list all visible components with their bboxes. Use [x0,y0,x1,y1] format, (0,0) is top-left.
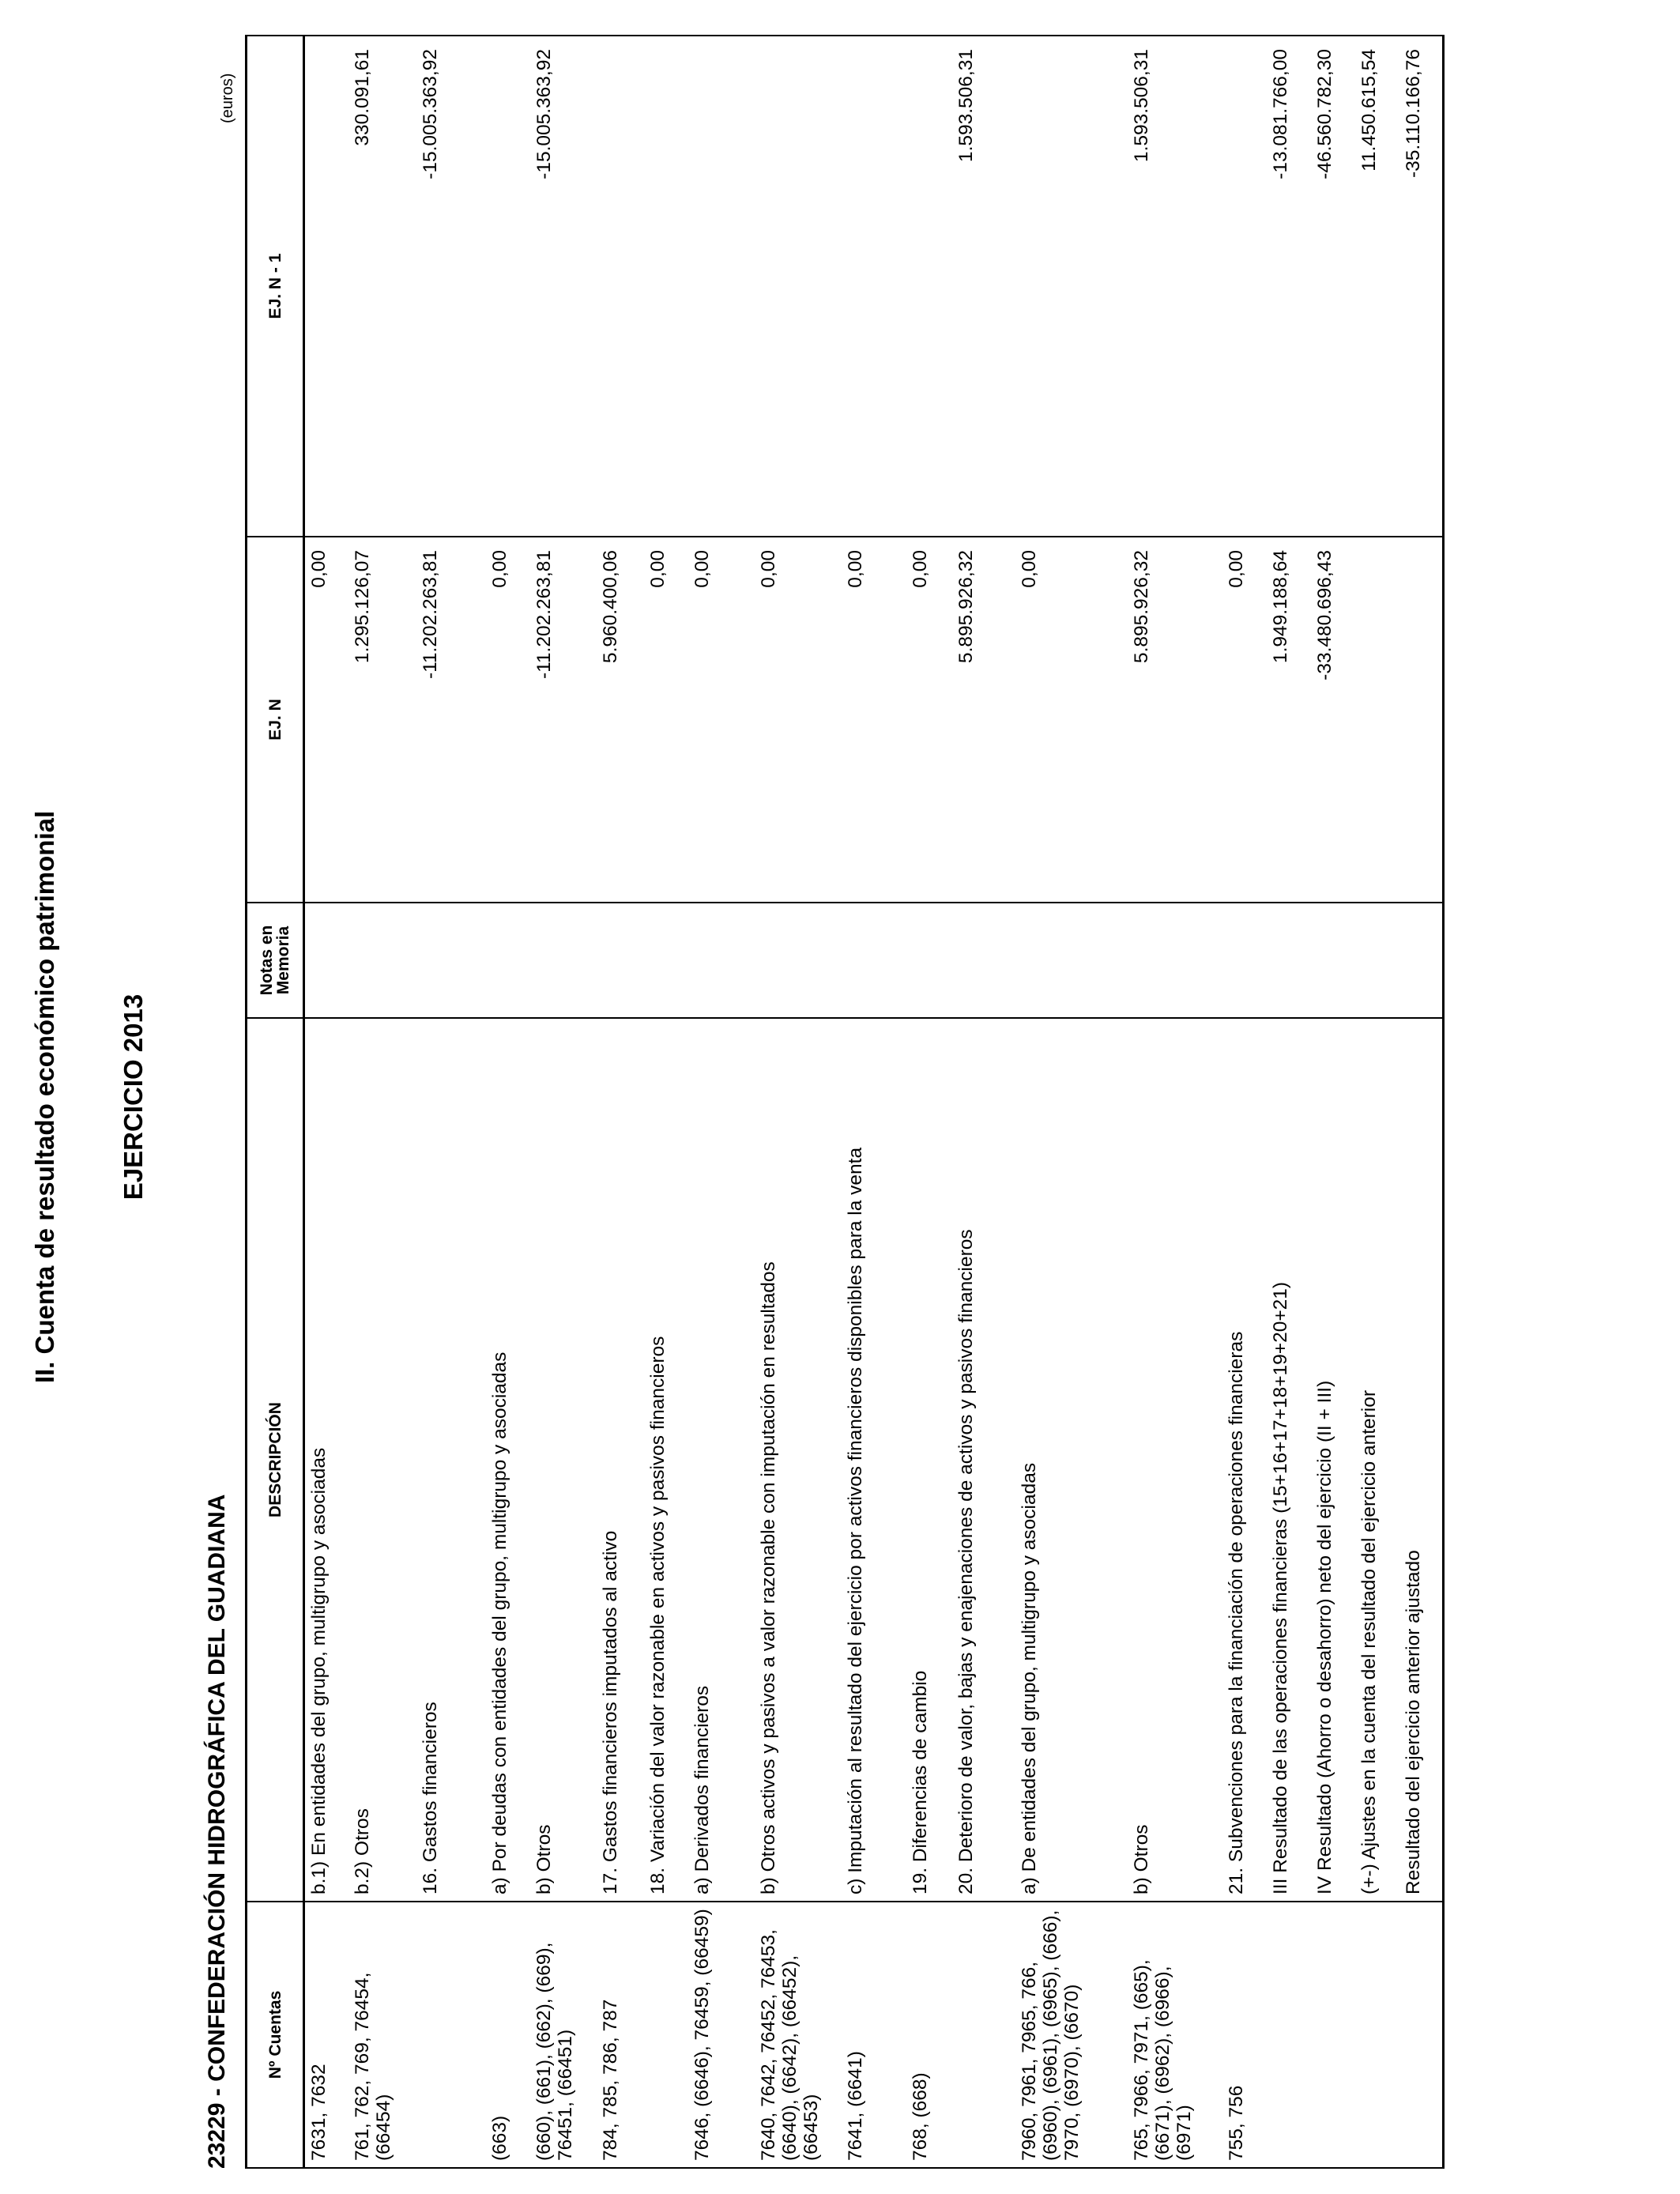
cell-notes [1267,903,1311,1018]
cell-accounts: 7631, 7632 [304,1902,348,2168]
cell-description: b) Otros [530,1018,597,1902]
table-row [952,36,1015,2168]
cell-description: a) Derivados financieros [688,1018,755,1902]
cell-notes [1355,903,1399,1018]
cell-description: 16. Gastos financieros [416,1018,486,1902]
cell-previous-year [755,36,842,537]
cell-accounts: 7960, 7961, 7965, 766, (6960), (6961), (6965), (666), 7970, (6970), (6670) [1015,1902,1128,2168]
cell-description: III Resultado de las operaciones financieras (15+16+17+18+19+20+21) [1267,1018,1311,1902]
cell-notes [530,903,597,1018]
cell-description: Resultado del ejercicio anterior ajustado [1399,1018,1444,1902]
table-row [1267,36,1311,2168]
cell-accounts: (660), (661), (662), (669), 76451, (66451) [530,1902,597,2168]
cell-description: (+-) Ajustes en la cuenta del resultado del ejercicio anterior [1355,1018,1399,1902]
header-description: DESCRIPCIÓN [247,1018,304,1902]
cell-current-year: 1.949.188,64 [1267,537,1311,903]
entity-name: 23229 - CONFEDERACIÓN HIDROGRÁFICA DEL GUADIANA [204,1494,230,2169]
cell-previous-year: 1.593.506,31 [1128,36,1222,537]
cell-previous-year [906,36,952,537]
cell-accounts [1267,1902,1311,2168]
cell-current-year: 1.295.126,07 [348,537,416,903]
cell-notes [644,903,688,1018]
cell-description: b) Otros [1128,1018,1222,1902]
cell-previous-year: -35.110.166,76 [1399,36,1444,537]
table-row [644,36,688,2168]
cell-notes [348,903,416,1018]
cell-previous-year [688,36,755,537]
cell-accounts [1355,1902,1399,2168]
cell-accounts: 7640, 7642, 76452, 76453, (6640), (6642), (66452), (66453) [755,1902,842,2168]
cell-notes [1399,903,1444,1018]
table-row [1355,36,1399,2168]
cell-previous-year [304,36,348,537]
cell-description: b) Otros activos y pasivos a valor razonable con imputación en resultados [755,1018,842,1902]
cell-notes [1311,903,1355,1018]
cell-accounts: 765, 7966, 7971, (665), (6671), (6962), (6966), (6971) [1128,1902,1222,2168]
cell-previous-year [842,36,906,537]
table-row [486,36,530,2168]
cell-current-year [1355,537,1399,903]
cell-current-year: -11.202.263,81 [530,537,597,903]
cell-previous-year: 330.091,61 [348,36,416,537]
cell-description: b.1) En entidades del grupo, multigrupo y asociadas [304,1018,348,1902]
cell-accounts [1399,1902,1444,2168]
cell-notes [1128,903,1222,1018]
cell-notes [688,903,755,1018]
table-row [304,36,348,2168]
cell-current-year: 0,00 [486,537,530,903]
table-row [1015,36,1128,2168]
cell-previous-year: 1.593.506,31 [952,36,1015,537]
table-row [755,36,842,2168]
cell-description: c) Imputación al resultado del ejercicio por activos financieros disponibles para la venta [842,1018,906,1902]
fiscal-year-heading: EJERCICIO 2013 [119,993,148,1201]
table-row [688,36,755,2168]
cell-accounts: 755, 756 [1222,1902,1267,2168]
cell-current-year [1399,537,1444,903]
cell-notes [1222,903,1267,1018]
cell-previous-year: 11.450.615,54 [1355,36,1399,537]
cell-accounts: 7646, (6646), 76459, (66459) [688,1902,755,2168]
cell-accounts: 784, 785, 786, 787 [597,1902,644,2168]
cell-current-year: 0,00 [906,537,952,903]
table-row [416,36,486,2168]
cell-notes [597,903,644,1018]
cell-accounts [952,1902,1015,2168]
cell-notes [416,903,486,1018]
cell-description: 20. Deterioro de valor, bajas y enajenaciones de activos y pasivos financieros [952,1018,1015,1902]
cell-description: 17. Gastos financieros imputados al activo [597,1018,644,1902]
cell-description: a) De entidades del grupo, multigrupo y asociadas [1015,1018,1128,1902]
cell-current-year: 0,00 [644,537,688,903]
cell-accounts [416,1902,486,2168]
table-body [304,36,1444,2168]
cell-notes [486,903,530,1018]
cell-previous-year: -15.005.363,92 [530,36,597,537]
income-statement-table [245,35,1445,2169]
cell-previous-year [1222,36,1267,537]
currency-units: (euros) [219,73,236,123]
table-row [597,36,644,2168]
cell-current-year: 5.895.926,32 [952,537,1015,903]
table-row [842,36,906,2168]
cell-accounts [644,1902,688,2168]
cell-previous-year: -46.560.782,30 [1311,36,1355,537]
cell-notes [842,903,906,1018]
table-header-row [247,36,304,2168]
cell-current-year: 0,00 [842,537,906,903]
cell-notes [906,903,952,1018]
cell-description: b.2) Otros [348,1018,416,1902]
cell-current-year: 0,00 [304,537,348,903]
cell-notes [304,903,348,1018]
cell-current-year: 0,00 [755,537,842,903]
header-notes: Notas en Memoria [247,903,304,1018]
cell-previous-year [597,36,644,537]
cell-previous-year: -13.081.766,00 [1267,36,1311,537]
header-accounts: Nº Cuentas [247,1902,304,2168]
cell-accounts: (663) [486,1902,530,2168]
cell-accounts: 768, (668) [906,1902,952,2168]
cell-current-year: 0,00 [688,537,755,903]
cell-previous-year [644,36,688,537]
cell-current-year: -11.202.263,81 [416,537,486,903]
header-previous-year: EJ. N - 1 [247,36,304,537]
cell-notes [755,903,842,1018]
cell-previous-year [486,36,530,537]
cell-description: 21. Subvenciones para la financiación de operaciones financieras [1222,1018,1267,1902]
cell-notes [1015,903,1128,1018]
table-row [1222,36,1267,2168]
table-row [530,36,597,2168]
header-current-year: EJ. N [247,537,304,903]
cell-current-year: 5.895.926,32 [1128,537,1222,903]
cell-description: 18. Variación del valor razonable en activos y pasivos financieros [644,1018,688,1902]
table-row [1311,36,1355,2168]
cell-current-year: 0,00 [1222,537,1267,903]
cell-previous-year: -15.005.363,92 [416,36,486,537]
cell-accounts: 7641, (6641) [842,1902,906,2168]
table-row [1128,36,1222,2168]
cell-accounts [1311,1902,1355,2168]
cell-current-year: 0,00 [1015,537,1128,903]
cell-previous-year [1015,36,1128,537]
cell-description: a) Por deudas con entidades del grupo, multigrupo y asociadas [486,1018,530,1902]
cell-current-year: -33.480.696,43 [1311,537,1355,903]
cell-current-year: 5.960.400,06 [597,537,644,903]
table-row [906,36,952,2168]
table-row [1399,36,1444,2168]
cell-description: IV Resultado (Ahorro o desahorro) neto del ejercicio (II + III) [1311,1018,1355,1902]
cell-accounts: 761, 762, 769, 76454, (66454) [348,1902,416,2168]
table-row [348,36,416,2168]
cell-notes [952,903,1015,1018]
cell-description: 19. Diferencias de cambio [906,1018,952,1902]
report-title: II. Cuenta de resultado económico patrimonial [30,810,59,1384]
